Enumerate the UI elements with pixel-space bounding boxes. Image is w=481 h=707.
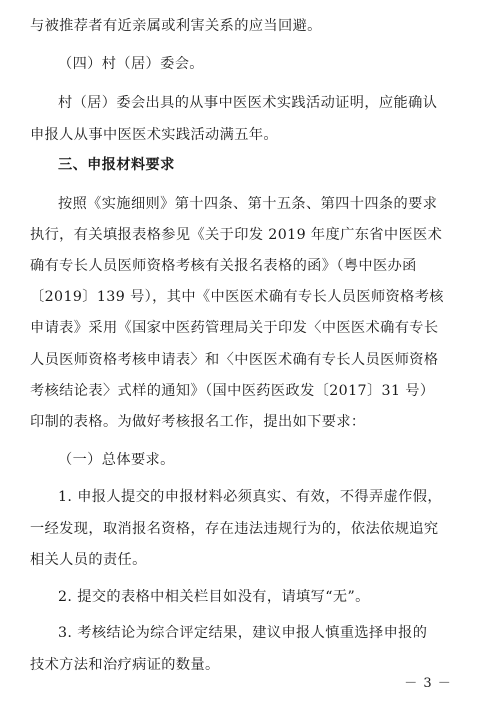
section-heading: 三、申报材料要求 <box>58 157 175 173</box>
text-line: 〔2019〕139 号），其中《中医医术确有专长人员医师资格考核 <box>30 289 444 305</box>
text-line: 村（居）委会出具的从事中医医术实践活动证明，应能确认 <box>58 95 438 111</box>
text-line: 与被推荐者有近亲属或利害关系的应当回避。 <box>30 18 322 34</box>
subheading: （四）村（居）委会。 <box>58 56 204 72</box>
text-line: 确有专长人员医师资格考核有关报名表格的函》（粤中医办函 <box>30 258 417 274</box>
text-line: 按照《实施细则》第十四条、第十五条、第四十四条的要求 <box>58 196 438 212</box>
text-line: 考核结论表〉式样的通知》（国中医药医政发〔2017〕31 号） <box>30 383 435 399</box>
text-line: 人员医师资格考核申请表〉和〈中医医术确有专长人员医师资格 <box>30 352 439 368</box>
text-line: 3. 考核结论为综合评定结果，建议申报人慎重选择申报的 <box>58 625 428 641</box>
text-line: 申报人从事中医医术实践活动满五年。 <box>30 127 278 143</box>
text-line: 一经发现，取消报名资格，存在违法违规行为的，依法依规追究 <box>30 521 439 537</box>
page-number: － 3 － <box>404 676 452 691</box>
text-line: 申请表》采用《国家中医药管理局关于印发〈中医医术确有专长 <box>30 320 439 336</box>
text-line: 相关人员的责任。 <box>30 552 147 568</box>
text-line: 1. 申报人提交的申报材料必须真实、有效，不得弄虚作假， <box>58 489 442 505</box>
text-line: 技术方法和治疗病证的数量。 <box>30 657 220 673</box>
text-line: 执行，有关填报表格参见《关于印发 2019 年度广东省中医医术 <box>30 227 443 243</box>
text-line: 2. 提交的表格中相关栏目如没有，请填写“无”。 <box>58 589 370 605</box>
text-line: 印制的表格。为做好考核报名工作，提出如下要求： <box>30 414 366 430</box>
subheading: （一）总体要求。 <box>58 452 175 468</box>
